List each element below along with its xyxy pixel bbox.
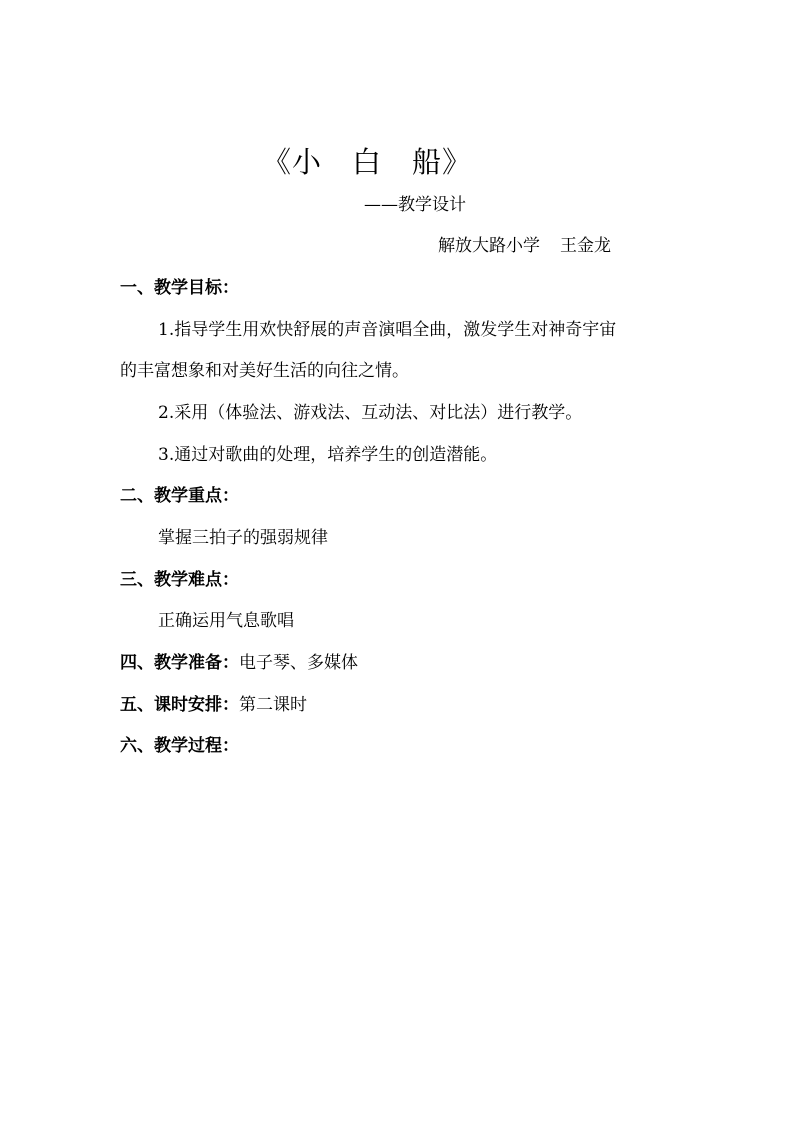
section-4-heading [120, 648, 358, 673]
section-5-heading [120, 690, 307, 715]
author-name: 王金龙 [560, 236, 611, 256]
objective-1-line-2: 的丰富想象和对美好生活的向往之情。 [120, 361, 409, 381]
section-heading-text: 二、教学重点： [120, 486, 239, 506]
objective-2: 2.采用（体验法、游戏法、互动法、对比法）进行教学。 [158, 403, 583, 423]
section-heading-text: 六、教学过程： [120, 736, 239, 756]
document-subtitle: ——教学设计 [364, 195, 466, 215]
preparation-content: 电子琴、多媒体 [239, 653, 358, 673]
section-heading-text: 三、教学难点： [120, 570, 239, 590]
author-line [438, 231, 611, 256]
objective-1-line-1: 1.指导学生用欢快舒展的声音演唱全曲，激发学生对神奇宇宙 [158, 320, 617, 340]
section-2-heading [120, 481, 239, 506]
key-point-content: 掌握三拍子的强弱规律 [158, 528, 328, 548]
section-3-heading [120, 565, 239, 590]
section-heading-text: 五、课时安排： [120, 695, 239, 715]
section-1-heading [120, 273, 239, 298]
difficulty-content: 正确运用气息歌唱 [158, 611, 294, 631]
schedule-content: 第二课时 [239, 695, 307, 715]
objective-3: 3.通过对歌曲的处理，培养学生的创造潜能。 [158, 445, 498, 465]
author-school: 解放大路小学 [438, 236, 540, 256]
section-heading-text: 四、教学准备： [120, 653, 239, 673]
document-title: 《小 白 船》 [262, 145, 473, 179]
section-6-heading [120, 731, 239, 756]
section-heading-text: 一、教学目标： [120, 278, 239, 298]
